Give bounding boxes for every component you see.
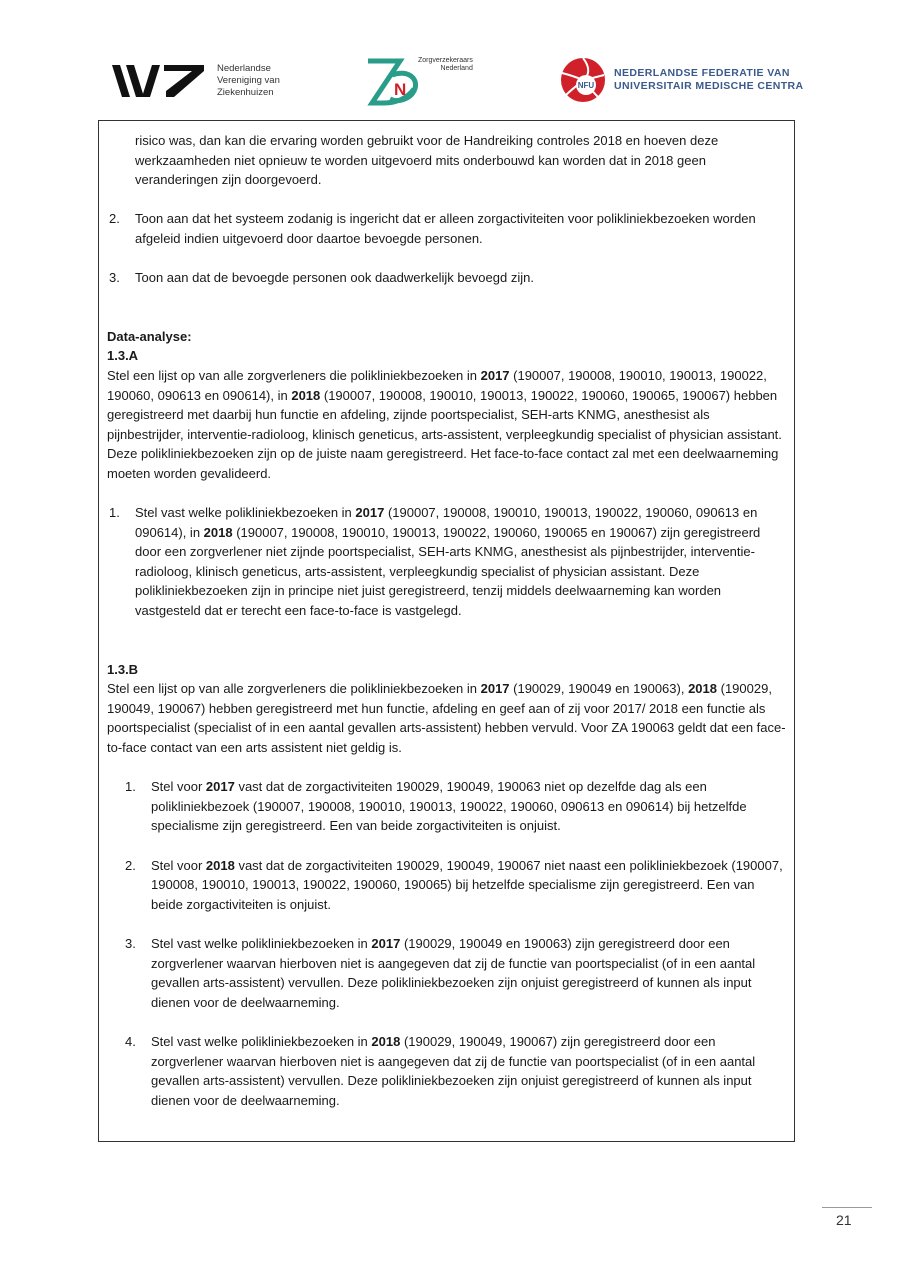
text: Stel vast welke polikliniekbezoeken in (151, 935, 372, 951)
section-a-paragraph (107, 366, 787, 484)
text: Stel vast welke polikliniekbezoeken in (135, 505, 356, 521)
year: 2017 (355, 505, 385, 521)
nvz-logo-line: Vereniging van (217, 75, 280, 86)
nfu-logo (560, 57, 804, 103)
text: Stel vast welke polikliniekbezoeken in (151, 1033, 372, 1049)
list-item (107, 268, 787, 288)
footer-divider (822, 1207, 872, 1208)
data-analysis-heading: Data-analyse: (107, 328, 192, 344)
year: 2018 (371, 1033, 401, 1049)
text: Stel voor (151, 857, 206, 873)
continuation-paragraph (107, 131, 787, 190)
nfu-logo-line: UNIVERSITAIR MEDISCHE CENTRA (614, 80, 804, 92)
text: (190029, 190049, 190067) zijn geregistreerd door een zorgverlener waarvan hierboven niet is aangegeven dat zij de functie van poortspecialist (of in een aantal gevallen arts-assistent) vervullen. Deze polikliniekbezoeken zijn onjuist geregistreerd of kunnen als input dienen voor de deelwaarneming. (151, 1033, 756, 1108)
text: Stel voor (151, 779, 206, 795)
list-item (123, 856, 787, 915)
text: Stel een lijst op van alle zorgverleners die polikliniekbezoeken in (107, 367, 481, 383)
section-a-heading: 1.3.A (107, 348, 139, 364)
nfu-badge-text: NFU (577, 81, 595, 90)
text: vast dat de zorgactiviteiten 190029, 190049, 190067 niet naast een polikliniekbezoek (190007, 190008, 190010, 190013, 190022, 190060, 190065) bij hetzelfde specialisme zijn geregistreerd. Een van beide zorgactiviteiten is onjuist. (151, 857, 783, 912)
list-text: Toon aan dat het systeem zodanig is ingericht dat er alleen zorgactiviteiten voor polikliniekbezoeken worden afgeleid indien uitgevoerd door daartoe bevoegde personen. (135, 211, 756, 246)
zn-logo-line: Nederland (440, 65, 473, 72)
section-b-paragraph (107, 679, 787, 757)
text: (190007, 190008, 190010, 190013, 190022, 190060, 090613 en 090614), in (107, 367, 767, 403)
text: (190007, 190008, 190010, 190013, 190022, 190060, 190065, 190067) hebben geregistreerd met daarbij hun functie en afdeling, zijnde poortspecialist, SEH-arts KNMG, anesthesist als pijnbestrijder, interventie-radioloog, klinisch geneticus, arts-assistent, verpleegkundig specialist of physician assistant. Deze polikliniekbezoeken zijn op de juiste naam geregistreerd. Het face-to-face contact zal met een deelwaarneming moeten worden gevalideerd. (107, 387, 782, 481)
list-text: Toon aan dat de bevoegde personen ook daadwerkelijk bevoegd zijn. (135, 270, 534, 286)
list-number: 1. (109, 505, 120, 521)
list-number: 2. (125, 857, 136, 873)
section-b-list (107, 777, 787, 1110)
year: 2017 (480, 681, 510, 697)
list-item (123, 777, 787, 836)
list-item (107, 209, 787, 248)
list-number: 4. (125, 1033, 136, 1049)
list-number: 1. (125, 779, 136, 795)
zn-logo-letter: N (394, 80, 407, 99)
text: vast dat de zorgactiviteiten 190029, 190049, 190063 niet op dezelfde dag als een polikliniekbezoek (190007, 190008, 190010, 190013, 190022, 190060, 090613 en 090614) bij hetzelfde specialisme zijn geregistreerd. Een van beide zorgactiviteiten is onjuist. (151, 779, 747, 834)
section-b-heading: 1.3.B (107, 661, 139, 677)
nvz-logo (112, 61, 280, 101)
year: 2018 (203, 524, 233, 540)
nfu-logo-mark-icon (560, 57, 606, 103)
zn-logo (364, 55, 484, 110)
year: 2018 (688, 681, 717, 697)
list-number: 3. (109, 270, 120, 286)
year: 2018 (291, 387, 321, 403)
text: (190007, 190008, 190010, 190013, 190022, 190060, 090613 en 090614), in (135, 505, 758, 540)
content-box (98, 120, 795, 1142)
list-number: 2. (109, 211, 120, 227)
list-item (107, 503, 787, 621)
year: 2017 (205, 779, 235, 795)
nvz-logo-line: Ziekenhuizen (217, 87, 274, 98)
list-number: 3. (125, 935, 136, 951)
nvz-logo-line: Nederlandse (217, 63, 271, 74)
nvz-logo-mark-icon (112, 63, 207, 99)
content (107, 131, 787, 1110)
list-item (123, 934, 787, 1012)
year: 2017 (371, 935, 401, 951)
list-item (123, 1032, 787, 1110)
text: (190029, 190049 en 190063), (509, 681, 689, 697)
nfu-logo-line: NEDERLANDSE FEDERATIE VAN (614, 67, 790, 79)
continuation-text: risico was, dan kan die ervaring worden gebruikt voor de Handreiking controles 2018 en hoeven deze werkzaamheden niet opnieuw te worden uitgevoerd mits onderbouwd kan worden dat in 2018 geen veranderingen zijn doorgevoerd. (135, 133, 719, 188)
text: Stel een lijst op van alle zorgverleners die polikliniekbezoeken in (107, 681, 481, 697)
text: (190029, 190049, 190067) hebben geregistreerd met hun functie, afdeling en geef aan of zij voor 2017/ 2018 een functie als poortspecialist (specialist of in een aantal gevallen arts-assistent) hebben vervuld. Voor ZA 190063 geldt dat een face-to-face contact van een arts assistent niet geldig is. (107, 681, 786, 756)
text: (190029, 190049 en 190063) zijn geregistreerd door een zorgverlener waarvan hierboven niet is aangegeven dat zij de functie van poortspecialist (of in een aantal gevallen arts-assistent) vervullen. Deze polikliniekbezoeken zijn onjuist geregistreerd of kunnen als input dienen voor de deelwaarneming. (151, 935, 756, 1010)
zn-logo-mark-icon (364, 57, 426, 109)
year: 2017 (480, 367, 510, 383)
page-header (0, 55, 900, 115)
year: 2018 (205, 857, 235, 873)
text: (190007, 190008, 190010, 190013, 190022, 190060, 190065 en 190067) zijn geregistreerd door een zorgverlener niet zijnde poortspecialist, SEH-arts KNMG, anesthesist als pijnbestrijder, interventie-radioloog, klinisch geneticus, arts-assistent, verpleegkundig specialist of physician assistant. Deze polikliniekbezoeken zijn in principe niet juist geregistreerd, tenzij middels deelwaarneming kan worden vastgesteld dat er terecht een face-to-face is vastgelegd. (135, 524, 761, 619)
page-number: 21 (836, 1212, 852, 1228)
zn-logo-line: Zorgverzekeraars (418, 57, 473, 64)
